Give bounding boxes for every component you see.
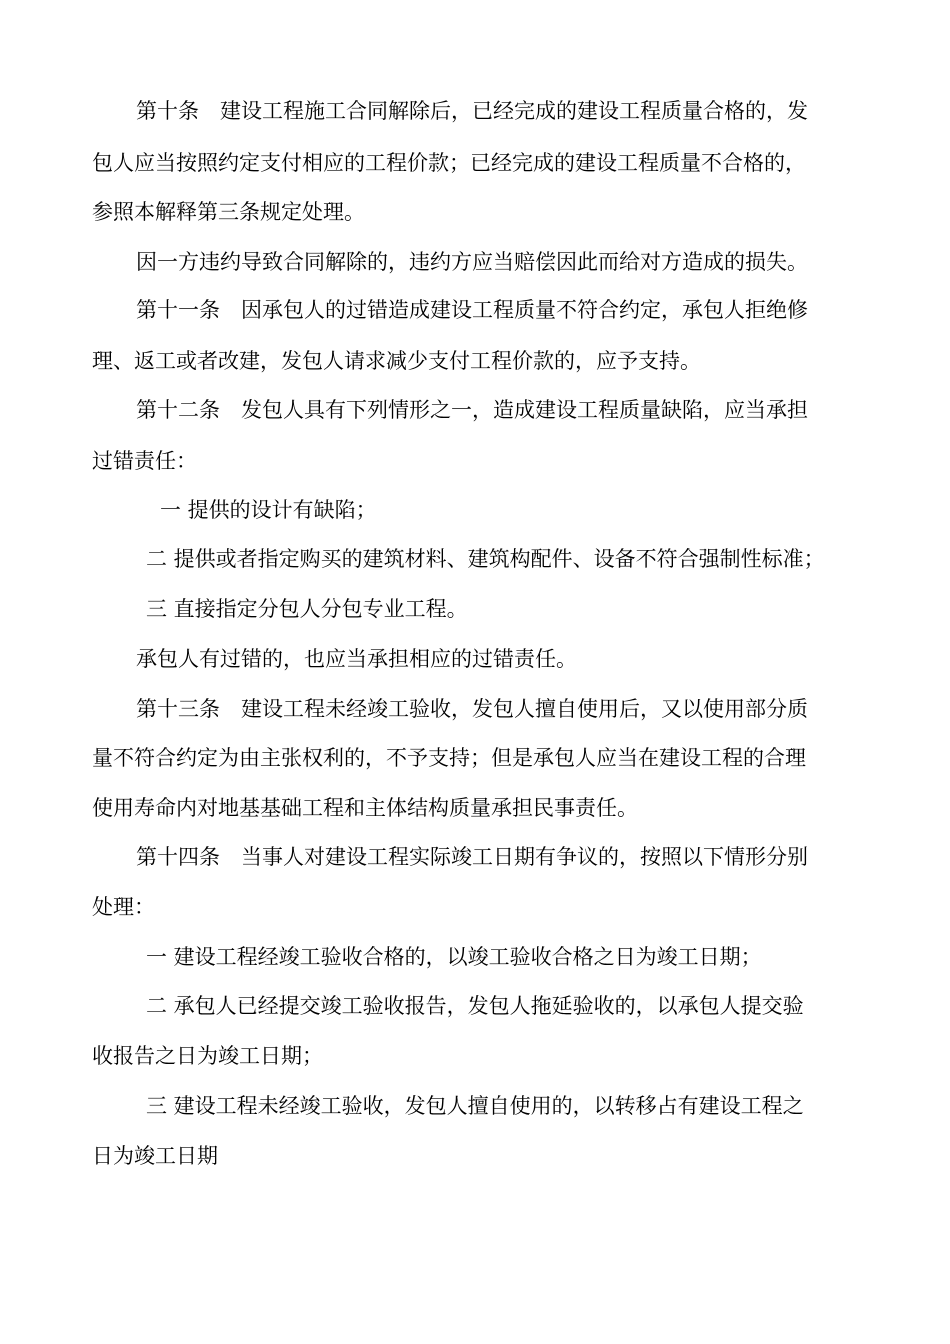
list-item: 一 提供的设计有缺陷；: [160, 498, 377, 522]
list-item: 二 提供或者指定购买的建筑材料、建筑构配件、设备不符合强制性标准；: [146, 547, 825, 571]
text-line: 参照本解释第三条规定处理。: [92, 200, 365, 224]
list-item: 一 建设工程经竣工验收合格的，以竣工验收合格之日为竣工日期；: [146, 945, 762, 969]
text-line: 收报告之日为竣工日期；: [92, 1044, 323, 1068]
text-line: 第十一条 因承包人的过错造成建设工程质量不符合约定，承包人拒绝修: [136, 298, 808, 322]
text-line: 承包人有过错的，也应当承担相应的过错责任。: [136, 647, 577, 671]
text-line: 使用寿命内对地基基础工程和主体结构质量承担民事责任。: [92, 796, 638, 820]
text-line: 第十二条 发包人具有下列情形之一，造成建设工程质量缺陷，应当承担: [136, 398, 808, 422]
text-line: 理、返工或者改建，发包人请求减少支付工程价款的，应予支持。: [92, 349, 701, 373]
text-line: 处理：: [92, 895, 155, 919]
list-item: 三 直接指定分包人分包专业工程。: [146, 597, 468, 621]
text-line: 第十条 建设工程施工合同解除后，已经完成的建设工程质量合格的，发: [136, 99, 808, 123]
text-line: 量不符合约定为由主张权利的，不予支持；但是承包人应当在建设工程的合理: [92, 746, 806, 770]
text-line: 日为竣工日期: [92, 1144, 218, 1168]
list-item: 三 建设工程未经竣工验收，发包人擅自使用的，以转移占有建设工程之: [146, 1094, 804, 1118]
text-line: 第十四条 当事人对建设工程实际竣工日期有争议的，按照以下情形分别: [136, 845, 808, 869]
list-item: 二 承包人已经提交竣工验收报告，发包人拖延验收的，以承包人提交验: [146, 994, 804, 1018]
text-line: 第十三条 建设工程未经竣工验收，发包人擅自使用后，又以使用部分质: [136, 697, 808, 721]
text-line: 因一方违约导致合同解除的，违约方应当赔偿因此而给对方造成的损失。: [136, 250, 808, 274]
text-line: 过错责任：: [92, 449, 197, 473]
text-line: 包人应当按照约定支付相应的工程价款；已经完成的建设工程质量不合格的，: [92, 151, 806, 175]
